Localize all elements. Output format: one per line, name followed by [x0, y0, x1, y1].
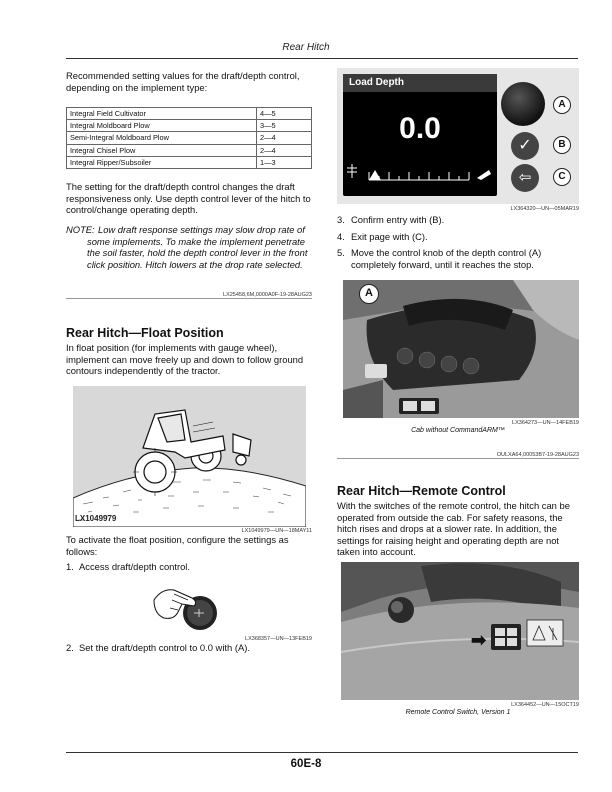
table-row [67, 120, 312, 132]
table-cell: Semi-Integral Moldboard Plow [67, 132, 257, 144]
ref-code-2: OULXA64,00053B7-19-28AUG23 [496, 452, 579, 458]
footer-rule [66, 752, 578, 753]
table-cell: Integral Field Cultivator [67, 108, 257, 120]
cab-control-photo [343, 280, 579, 418]
note-block [66, 224, 312, 270]
hand-icon [152, 580, 220, 634]
note-text [66, 224, 312, 270]
exit-arrow-icon: ⇦ [518, 169, 532, 186]
depth-scale [343, 160, 497, 190]
step-text: Confirm entry with (B). [351, 214, 445, 225]
page-header-title: Rear Hitch [282, 42, 330, 53]
remote-section-title: Rear Hitch—Remote Control [337, 484, 506, 498]
exit-button[interactable] [511, 164, 539, 192]
step-2-num: 2. [66, 642, 74, 653]
callout-c: C [553, 168, 571, 186]
note-text-content: Low draft response settings may slow drop rate of some implements. To make the implement penetrate the soil faster, hold the depth control lever in the front click position. Hitch lowers at the drop rate selected. [87, 224, 308, 270]
table-cell: Integral Ripper/Subsoiler [67, 156, 257, 168]
table-cell: 2—4 [257, 132, 312, 144]
display-screen [343, 74, 497, 196]
table-cell: 1—3 [257, 156, 312, 168]
step-2 [66, 642, 312, 654]
steps-list [337, 214, 579, 275]
section-rule [66, 298, 312, 299]
table-row [67, 156, 312, 168]
load-depth-display-figure [337, 68, 579, 204]
step-num: 3. [337, 214, 345, 225]
step-2-text: Set the draft/depth control to 0.0 with (A). [79, 642, 250, 653]
table-row [67, 132, 312, 144]
fig4-caption: Cab without CommandARM™ [411, 427, 505, 434]
confirm-button[interactable] [511, 132, 539, 160]
photo-callout-a: A [359, 284, 379, 304]
callout-b: B [553, 136, 571, 154]
cab-console-drawing [343, 280, 579, 418]
step-text: Move the control knob of the depth control (A) completely forward, until it reaches the stop. [351, 247, 542, 270]
callout-a: A [553, 96, 571, 114]
step-1-text: Access draft/depth control. [79, 561, 190, 572]
fig5-ref: LX364452—UN—15OCT19 [511, 702, 579, 708]
step-num: 5. [337, 247, 345, 259]
hand-press-illustration [152, 580, 220, 634]
header-rule [66, 58, 578, 59]
page-number: 60E-8 [290, 758, 322, 770]
ref-code-1: LX25458,6M,0000A0F-19-28AUG23 [223, 292, 312, 298]
remote-switch-photo [341, 562, 579, 700]
display-titlebar [343, 74, 497, 92]
step-1-num: 1. [66, 561, 74, 572]
fig1-ref: LX1049979—UN—18MAY11 [241, 528, 312, 534]
list-item [337, 247, 579, 270]
fig1-label: LX1049979 [75, 514, 117, 523]
tractor-drawing [73, 386, 306, 527]
list-item [337, 214, 579, 226]
intro-text: Recommended setting values for the draft/depth control, depending on the implement type: [66, 70, 300, 93]
fender-drawing [341, 562, 579, 700]
fig2-ref: LX368357—UN—13FEB19 [245, 636, 312, 642]
activate-text: To activate the float position, configure the settings as follows: [66, 534, 289, 557]
fig3-ref: LX364320—UN—05MAR19 [510, 206, 579, 212]
step-num: 4. [337, 230, 345, 242]
setting-text: The setting for the draft/depth control changes the draft responsiveness only. Use depth control lever of the hitch to control/change operating depth. [66, 181, 311, 216]
float-section-title: Rear Hitch—Float Position [66, 326, 224, 340]
list-item [337, 231, 579, 243]
tractor-float-illustration [73, 386, 306, 527]
display-title: Load Depth [349, 77, 404, 88]
arrow-right-icon: ➡ [471, 630, 487, 650]
settings-table [66, 107, 312, 169]
table-row [67, 108, 312, 120]
check-icon: ✓ [518, 137, 532, 154]
table-cell: Integral Chisel Plow [67, 144, 257, 156]
table-row [67, 144, 312, 156]
step-text: Exit page with (C). [351, 230, 428, 242]
step-1 [66, 561, 312, 573]
section-rule [337, 458, 579, 459]
fig4-ref: LX364273—UN—14FEB19 [512, 420, 579, 426]
depth-control-knob[interactable] [501, 82, 545, 126]
remote-text: With the switches of the remote control, the hitch can be operated from outside the cab. For safety reasons, the hitch rises and drops at a slower rate. In addition, the settings for raising height and operating depth are not taken into account. [337, 500, 570, 558]
table-cell: Integral Moldboard Plow [67, 120, 257, 132]
fig5-caption: Remote Control Switch, Version 1 [405, 709, 511, 716]
display-value: 0.0 [399, 112, 441, 145]
table-cell: 4—5 [257, 108, 312, 120]
note-label: NOTE: [66, 224, 95, 235]
table-cell: 2—4 [257, 144, 312, 156]
float-text: In float position (for implements with gauge wheel), implement can move freely up and down to follow ground contours independently of the tractor. [66, 342, 304, 377]
table-cell: 3—5 [257, 120, 312, 132]
